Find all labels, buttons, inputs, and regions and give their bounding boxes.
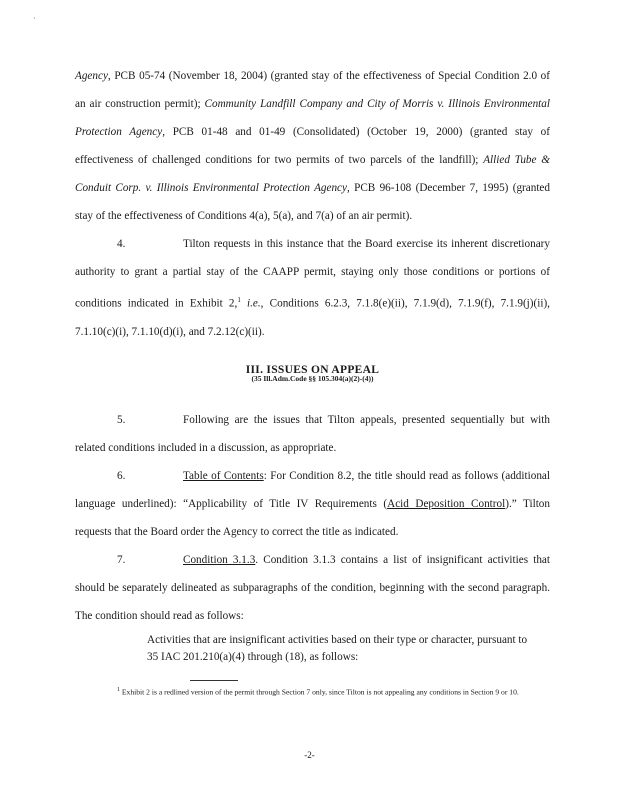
citation-text: , PCB 96-108 (December 7, 1995) (granted stay of the effectiveness of Conditions 4(a), 5(a), and 7(a) of an air permit). (75, 182, 550, 222)
paragraph-text: Acid Deposition Control (387, 498, 506, 510)
paragraph-4 (75, 230, 550, 346)
citation-text: , PCB 01-48 and 01-49 (Consolidated) (October 19, 2000) (granted stay of effectiveness of challenged conditions for two permits of two parcels of the landfill); (75, 126, 550, 166)
section-subtitle: (35 Ill.Adm.Code §§ 105.304(a)(2)-(4)) (251, 374, 374, 383)
paragraph-5 (75, 406, 550, 462)
paragraph-heading: Table of Contents (183, 470, 264, 482)
section-heading (75, 364, 550, 383)
citation-text: , PCB 05-74 (November 18, 2004) (granted stay of the effectiveness of Special Condition 2.0 of an air construction permit); (75, 70, 550, 110)
paragraph-number: 5. (117, 414, 126, 426)
paragraph-heading: Condition 3.1.3 (183, 554, 256, 566)
section-title: III. ISSUES ON APPEAL (245, 364, 380, 376)
case-name: Agency (75, 70, 108, 82)
paragraph-continuation (75, 62, 550, 230)
paragraph-text: : For Condition 8.2, the title should read as follows (additional language underlined): “Applicability of Title IV Requirements ( (75, 470, 550, 510)
case-name: Allied Tube & Conduit Corp. v. Illinois Environmental Protection Agency (75, 154, 550, 194)
footnote-reference: 1 (237, 296, 241, 304)
scan-corner-mark: · (33, 14, 36, 23)
footnote-mark: 1 (117, 687, 120, 693)
paragraph-text: ).” Tilton requests that the Board order the Agency to correct the title as indicated. (75, 498, 550, 538)
paragraph-number: 6. (117, 470, 126, 482)
body-lower (75, 406, 550, 630)
case-name: Community Landfill Company and City of Morris v. Illinois Environmental Protection Agency (75, 98, 550, 138)
footnote (75, 685, 545, 698)
paragraph-text: i.e. (247, 297, 261, 310)
body-upper (75, 62, 550, 346)
block-quote: Activities that are insignificant activities based on their type or character, pursuant to 35 IAC 201.210(a)(4) through (18), as follows: (147, 634, 528, 663)
paragraph-number: 4. (117, 238, 126, 250)
paragraph-text: Tilton requests in this instance that the Board exercise its inherent discretionary authority to grant a partial stay of the CAAPP permit, staying only those conditions or portions of conditions indicated in Exhibit 2, (75, 238, 550, 310)
paragraph-7 (75, 546, 550, 630)
page-number: -2- (304, 750, 315, 760)
footnote-text: Exhibit 2 is a redlined version of the permit through Section 7 only, since Tilton is not appealing any conditions in Section 9 or 10. (120, 687, 519, 697)
paragraph-6 (75, 462, 550, 546)
paragraph-text: , Conditions 6.2.3, 7.1.8(e)(ii), 7.1.9(d), 7.1.9(f), 7.1.9(j)(ii), 7.1.10(c)(i), 7.1.10(d)(i), and 7.2.12(c)(ii). (75, 297, 550, 338)
paragraph-number: 7. (117, 554, 126, 566)
footnote-divider (190, 680, 238, 681)
paragraph-text: Following are the issues that Tilton appeals, presented sequentially but with related conditions included in a discussion, as appropriate. (75, 414, 550, 454)
paragraph-text: . Condition 3.1.3 contains a list of insignificant activities that should be separately delineated as subparagraphs of the condition, beginning with the second paragraph. The condition should read as follows: (75, 554, 550, 622)
